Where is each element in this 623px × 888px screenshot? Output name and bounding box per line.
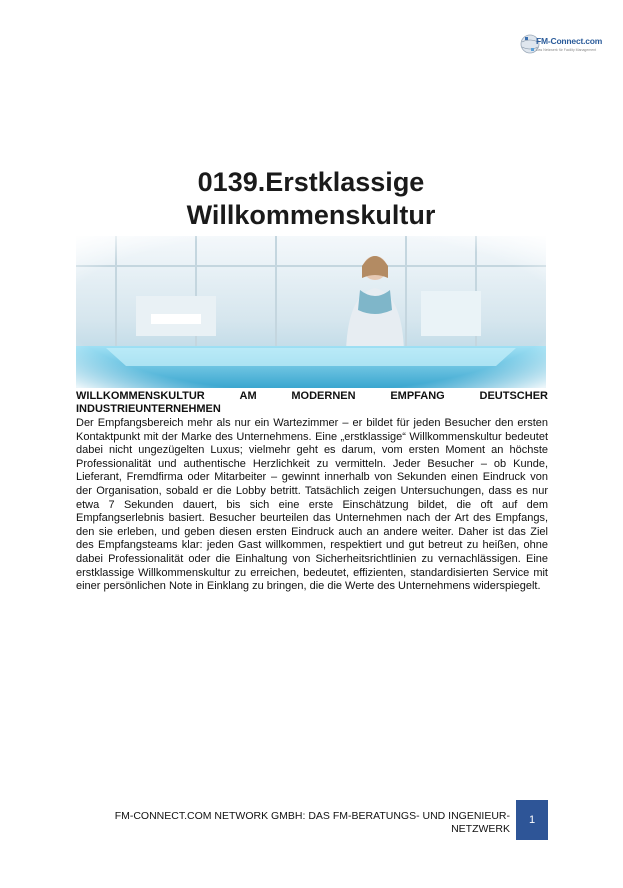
- heading-word: MODERNEN: [291, 390, 356, 402]
- page-title: [76, 166, 546, 232]
- reception-desk-image: [76, 236, 546, 388]
- section-heading: [76, 390, 548, 416]
- footer-line-2: NETZWERK: [451, 823, 510, 835]
- title-line-2: Willkommenskultur: [186, 200, 436, 230]
- logo-tagline: Das Netzwerk für Facility Management: [536, 48, 597, 52]
- footer-line-1: FM-CONNECT.COM NETWORK GMBH: DAS FM-BERATUNGS- UND INGENIEUR-: [114, 810, 510, 822]
- logo-text: FM-Connect.com: [536, 36, 603, 46]
- section-heading-line-1: [76, 390, 548, 403]
- title-line-1: 0139.Erstklassige: [197, 167, 425, 197]
- body-paragraph: Der Empfangsbereich mehr als nur ein Wartezimmer – er bildet für jeden Besucher den ersten Kontaktpunkt mit der Marke des Unternehmens. Eine „erstklassige“ Willkommenskultur bedeutet dabei nicht ungezügelten Luxus; vielmehr geht es darum, vom ersten Moment an höchste Professionalität und authentische Herzlichkeit zu vermitteln. Jeder Besucher – ob Kunde, Lieferant, Fremdfirma oder Mitarbeiter – gewinnt innerhalb von Sekunden einen Eindruck von der Organisation, sobald er die Lobby betritt. Tatsächlich zeigen Untersuchungen, dass es nur etwa 7 Sekunden dauert, bis sich eine erste Einschätzung bildet, die oft auf dem Empfangserlebnis basiert. Besucher beurteilen das Unternehmen nach der Art des Empfangs, den sie erleben, und geben diesen ersten Eindruck auch an andere weiter. Daher ist das Ziel des Empfangsteams klar: jeden Gast willkommen, respektiert und gut betreut zu heißen, ohne dabei Professionalität oder die Einhaltung von Sicherheitsrichtlinien zu vernachlässigen. Eine erstklassige Willkommenskultur zu erreichen, bedeutet, effizienten, standardisierten Service mit einer persönlichen Note in Einklang zu bringen, die die Werte des Unternehmens widerspiegelt.: [76, 417, 548, 593]
- heading-word: EMPFANG: [390, 390, 445, 402]
- page-number: 1: [516, 800, 548, 840]
- hero-image: [76, 236, 546, 388]
- heading-word: DEUTSCHER: [479, 390, 548, 402]
- heading-word: AM: [239, 390, 257, 402]
- section-heading-line-2: INDUSTRIEUNTERNEHMEN: [76, 403, 221, 415]
- footer-text: [70, 810, 510, 836]
- fm-connect-logo: [520, 28, 603, 64]
- logo-globe-icon: [520, 28, 584, 64]
- heading-word: WILLKOMMENSKULTUR: [76, 390, 205, 402]
